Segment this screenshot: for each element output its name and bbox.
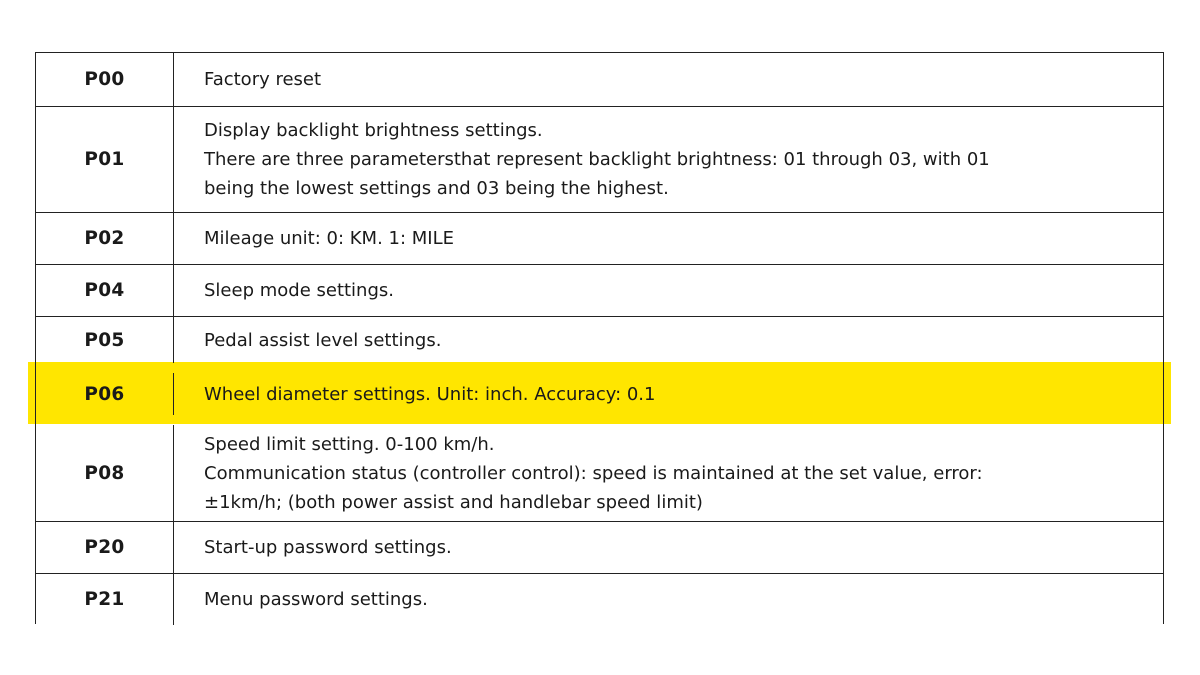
parameter-description: [204, 213, 1151, 264]
parameter-code: P20: [84, 537, 125, 558]
description-line: Display backlight brightness settings.: [204, 120, 543, 141]
description-line: Factory reset: [204, 69, 322, 90]
parameter-description: [204, 107, 1151, 212]
column-divider: [173, 425, 174, 521]
parameter-description: [204, 574, 1151, 625]
table-row: [36, 265, 1163, 317]
description-line: Menu password settings.: [204, 589, 428, 610]
parameter-table: [35, 52, 1164, 624]
column-divider: [173, 317, 174, 363]
parameter-description: [204, 425, 1151, 521]
parameter-code: P21: [84, 589, 125, 610]
column-divider: [173, 53, 174, 106]
parameter-code: P05: [84, 329, 125, 351]
description-line: ±1km/h; (both power assist and handlebar speed limit): [204, 491, 703, 513]
parameter-code: P02: [84, 228, 125, 249]
description-line: Pedal assist level settings.: [204, 329, 442, 351]
table-row-highlighted: [36, 363, 1163, 425]
table-row: [36, 574, 1163, 625]
column-divider: [173, 107, 174, 212]
description-line: Speed limit setting. 0-100 km/h.: [204, 433, 495, 455]
parameter-code: P01: [84, 149, 125, 170]
column-divider: [173, 522, 174, 573]
table-row: [36, 53, 1163, 107]
description-line: being the lowest settings and 03 being the highest.: [204, 178, 669, 199]
parameter-description: [204, 317, 1151, 363]
table-row: [36, 522, 1163, 574]
description-line: Start-up password settings.: [204, 537, 452, 558]
table-row: [36, 425, 1163, 522]
parameter-description: [204, 363, 1151, 425]
description-line: Sleep mode settings.: [204, 280, 394, 301]
parameter-code: P00: [84, 69, 125, 90]
parameter-code: P04: [84, 280, 125, 301]
column-divider: [173, 213, 174, 264]
table-row: [36, 107, 1163, 213]
description-line: Communication status (controller control): speed is maintained at the set value, error:: [204, 462, 983, 484]
column-divider: [173, 373, 174, 415]
description-line: Mileage unit: 0: KM. 1: MILE: [204, 228, 455, 249]
column-divider: [173, 574, 174, 625]
column-divider: [173, 265, 174, 316]
parameter-description: [204, 522, 1151, 573]
parameter-code: P06: [84, 383, 125, 405]
parameter-description: [204, 53, 1151, 106]
table-row: [36, 317, 1163, 363]
description-line: Wheel diameter settings. Unit: inch. Accuracy: 0.1: [204, 383, 656, 405]
table-row: [36, 213, 1163, 265]
description-line: There are three parametersthat represent backlight brightness: 01 through 03, with 01: [204, 149, 990, 170]
parameter-code: P08: [84, 462, 125, 484]
parameter-description: [204, 265, 1151, 316]
